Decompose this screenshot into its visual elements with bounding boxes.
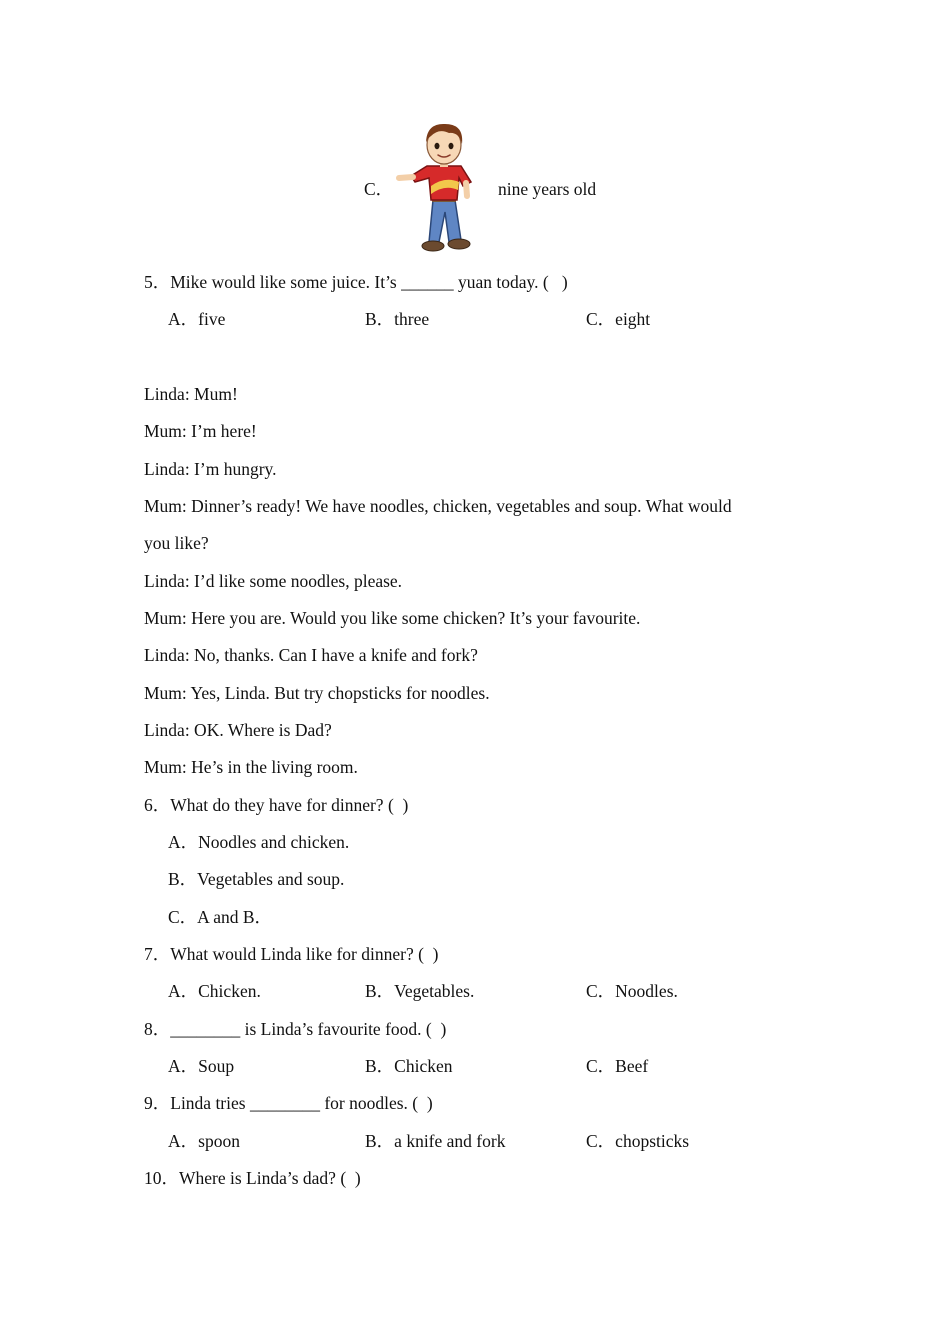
q9-question: 9．Linda tries ________ for noodles. ( ): [144, 1093, 433, 1113]
dialogue-line: you like?: [144, 533, 209, 553]
boy-cartoon-icon: [393, 120, 497, 258]
q5-question: 5．Mike would like some juice. It’s ______ yuan today. ( ): [144, 272, 568, 292]
q10-question: 10．Where is Linda’s dad? ( ): [144, 1168, 361, 1188]
dialogue-line: Linda: OK. Where is Dad?: [144, 720, 332, 740]
q8-question: 8．________ is Linda’s favourite food. ( ): [144, 1019, 447, 1039]
dialogue-line: Linda: I’m hungry.: [144, 459, 277, 479]
q7-question: 7．What would Linda like for dinner? ( ): [144, 944, 439, 964]
q5-option-c: C．eight: [586, 309, 651, 329]
q6-option-a: A．Noodles and chicken.: [168, 832, 350, 852]
dialogue-line: Linda: No, thanks. Can I have a knife and fork?: [144, 645, 478, 665]
q5-option-b: B．three: [365, 309, 430, 329]
q9-option-b: B．a knife and fork: [365, 1131, 506, 1151]
q5-option-a: A．five: [168, 309, 226, 329]
q8-option-b: B．Chicken: [365, 1056, 453, 1076]
dialogue-line: Mum: Yes, Linda. But try chopsticks for noodles.: [144, 683, 490, 703]
q7-option-a: A．Chicken.: [168, 981, 261, 1001]
q6-option-b: B．Vegetables and soup.: [168, 869, 345, 889]
dialogue-line: Mum: Here you are. Would you like some chicken? It’s your favourite.: [144, 608, 641, 628]
q8-option-c: C．Beef: [586, 1056, 649, 1076]
dialogue-line: Linda: I’d like some noodles, please.: [144, 571, 403, 591]
q7-option-c: C．Noodles.: [586, 981, 678, 1001]
q4-option-c-label: C．: [364, 179, 394, 199]
q6-option-c: C．A and B．: [168, 907, 273, 927]
dialogue-line: Linda: Mum!: [144, 384, 238, 404]
q6-question: 6．What do they have for dinner? ( ): [144, 795, 409, 815]
dialogue-line: Mum: Dinner’s ready! We have noodles, chicken, vegetables and soup. What would: [144, 496, 732, 516]
dialogue-line: Mum: I’m here!: [144, 421, 257, 441]
dialogue-line: Mum: He’s in the living room.: [144, 757, 358, 777]
q7-option-b: B．Vegetables.: [365, 981, 475, 1001]
q9-option-c: C．chopsticks: [586, 1131, 690, 1151]
q4-option-c-text: nine years old: [498, 179, 597, 199]
q9-option-a: A．spoon: [168, 1131, 240, 1151]
q8-option-a: A．Soup: [168, 1056, 235, 1076]
